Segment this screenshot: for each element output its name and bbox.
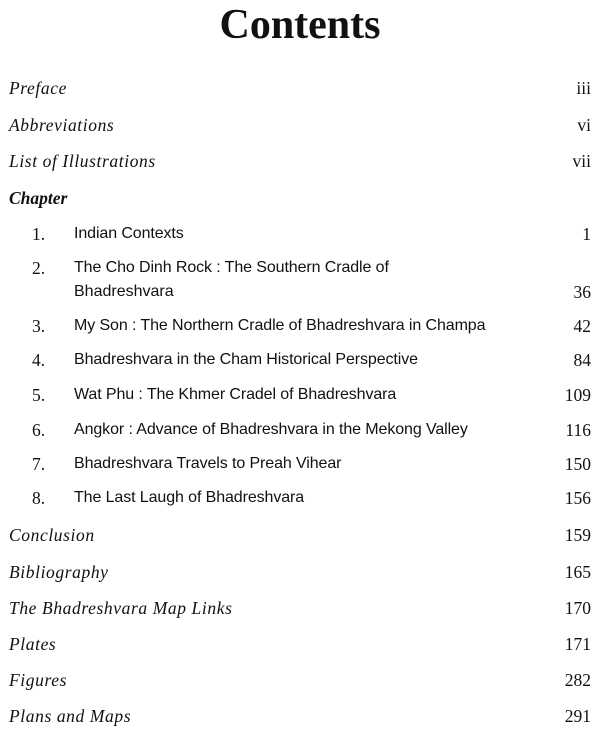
page-title: Contents [219, 2, 381, 48]
entry-page: iii [576, 78, 591, 98]
entry-label: The Bhadreshvara Map Links [9, 598, 233, 618]
chapter-number: 3. [32, 316, 46, 336]
entry-label: Abbreviations [9, 115, 115, 135]
entry-page: 171 [564, 634, 591, 654]
chapter-number: 5. [32, 385, 46, 405]
chapter-title: Indian Contexts [74, 225, 184, 242]
entry-label: List of Illustrations [9, 151, 156, 171]
chapter-title-line2: Bhadreshvara [74, 283, 174, 300]
chapter-title: My Son : The Northern Cradle of Bhadreshvara in Champa [74, 317, 486, 334]
chapter-number: 6. [32, 420, 46, 440]
entry-page: 116 [565, 420, 591, 440]
chapter-number: 4. [32, 350, 46, 370]
entry-page: 1 [582, 224, 591, 244]
entry-label: Plans and Maps [9, 706, 132, 726]
entry-page: vi [577, 115, 591, 135]
entry-page: 36 [573, 282, 591, 302]
entry-page: 282 [564, 670, 591, 690]
chapter-number: 8. [32, 488, 46, 508]
chapter-title: Bhadreshvara Travels to Preah Vihear [74, 455, 342, 472]
entry-page: 84 [573, 350, 591, 370]
entry-page: 156 [564, 488, 591, 508]
entry-page: 150 [564, 454, 591, 474]
entry-page: 165 [564, 562, 591, 582]
entry-label: Conclusion [9, 525, 95, 545]
entry-page: 159 [564, 525, 591, 545]
entry-page: vii [572, 151, 591, 171]
chapter-title: Wat Phu : The Khmer Cradel of Bhadreshvara [74, 386, 397, 403]
entry-page: 42 [573, 316, 591, 336]
entry-page: 170 [564, 598, 591, 618]
chapter-number: 7. [32, 454, 46, 474]
entry-label: Plates [9, 634, 57, 654]
entry-page: 291 [564, 706, 591, 726]
chapter-title: The Cho Dinh Rock : The Southern Cradle of [74, 259, 389, 276]
chapter-title: Angkor : Advance of Bhadreshvara in the Mekong Valley [74, 421, 468, 438]
entry-label: Preface [9, 78, 67, 98]
chapter-number: 2. [32, 258, 46, 278]
entry-page: 109 [564, 385, 591, 405]
chapter-heading: Chapter [9, 188, 68, 208]
chapter-title: The Last Laugh of Bhadreshvara [74, 489, 305, 506]
entry-label: Bibliography [9, 562, 109, 582]
chapter-number: 1. [32, 224, 46, 244]
chapter-title: Bhadreshvara in the Cham Historical Perspective [74, 351, 418, 368]
chapter-entry-2 [0, 256, 600, 304]
entry-label: Figures [9, 670, 67, 690]
